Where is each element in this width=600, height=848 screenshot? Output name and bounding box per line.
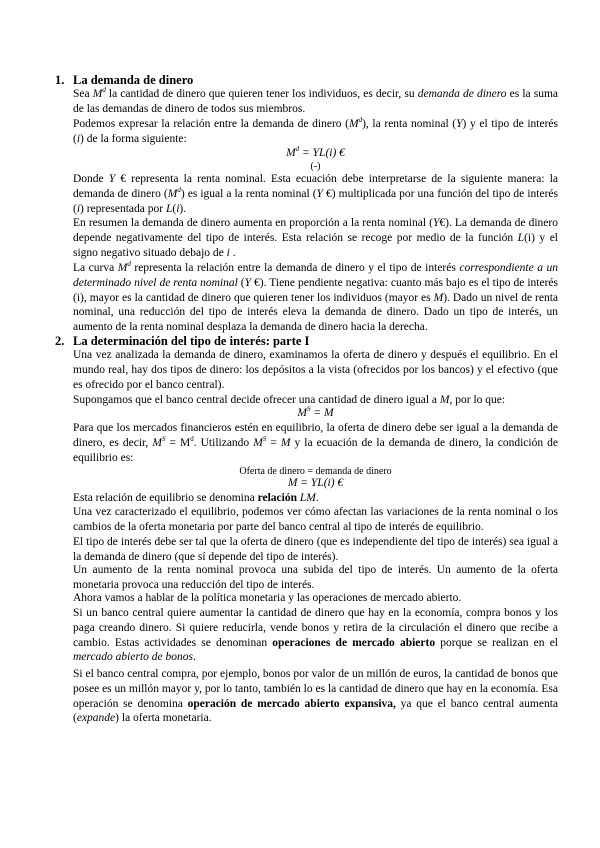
paragraph: En resumen la demanda de dinero aumenta en proporción a la renta nominal (Y€). La demanda de dinero depende negativamente del tipo de interés. Esta relación se recoge por medio de la función L(i) y el signo negativo situado debajo de i . xyxy=(73,217,558,259)
section-1-heading xyxy=(55,73,193,87)
section-number: 2. xyxy=(55,334,65,348)
section-number: 1. xyxy=(55,73,65,87)
paragraph: Un aumento de la renta nominal provoca una subida del tipo de interés. Un aumento de la oferta monetaria provoca una reducción del tipo de interés. xyxy=(73,564,558,591)
equation-lm: M = YL(i) € xyxy=(287,477,344,489)
section-title: La determinación del tipo de interés: parte I xyxy=(73,334,310,348)
equation-sign: (-) xyxy=(310,161,321,172)
paragraph: Podemos expresar la relación entre la demanda de dinero $(M^d)$, la renta nominal (Y) y el tipo de interés (i) de la forma siguiente: xyxy=(73,116,558,145)
paragraph: Si un banco central quiere aumentar la cantidad de dinero que hay en la economía, compra bonos y los paga creando dinero. Si quiere reducirla, vende bonos y retira de la circulación el dinero que recibe a cambio. Estas actividades se denominan operaciones de mercado abierto porque se realizan en el mercado abierto de bonos. xyxy=(73,607,558,664)
paragraph: Para que los mercados financieros estén en equilibrio, la oferta de dinero debe ser igual a la demanda de dinero, es decir, $M^S = M^d$. Utilizando $M^S = M$ y la ecuación de la demanda de dinero, la condición de equilibrio es: xyxy=(73,422,558,464)
paragraph: Supongamos que el banco central decide ofrecer una cantidad de dinero igual a M, por lo que: xyxy=(73,394,506,406)
equation-label: Oferta de dinero = demanda de dinero xyxy=(239,466,392,477)
section-title: La demanda de dinero xyxy=(73,73,194,87)
paragraph: Una vez analizada la demanda de dinero, examinamos la oferta de dinero y después el equilibrio. En el mundo real, hay dos tipos de dinero: los depósitos a la vista (ofrecidos por los bancos) y el efectivo (que es ofrecido por el banco central). xyxy=(73,349,558,391)
equation-money-demand: $M^d = YL(i)$ € xyxy=(286,145,345,159)
paragraph: Una vez caracterizado el equilibrio, podemos ver cómo afectan las variaciones de la renta nominal o los cambios de la oferta monetaria por parte del banco central al tipo de interés de equilibrio. xyxy=(73,506,558,533)
paragraph: Sea $M^d$ la cantidad de dinero que quieren tener los individuos, es decir, su demanda de dinero es la suma de las demandas de dinero de todos sus miembros. xyxy=(73,86,558,115)
paragraph: Donde Y € representa la renta nominal. Esta ecuación debe interpretarse de la siguiente manera: la demanda de dinero $(M^d)$ es igual a la renta nominal (Y €) multiplicada por una función del tipo de interés (i) representada por L(i). xyxy=(73,173,558,215)
paragraph: La curva $M^d$ representa la relación entre la demanda de dinero y el tipo de interés correspondiente a un determinado nivel de renta nominal (Y €). Tiene pendiente negativa: cuanto más bajo es el tipo de interés (i), mayor es la cantidad de dinero que quieren tener los individuos (mayor es M). Dado un nivel de renta nominal, una reducción del tipo de interés eleva la demanda de dinero. Dado un tipo de interés, un aumento de la renta nominal desplaza la demanda de dinero hacia la derecha. xyxy=(73,260,559,334)
paragraph: Si el banco central compra, por ejemplo, bonos por valor de un millón de euros, la cantidad de bonos que posee es un millón mayor y, por lo tanto, también lo es la cantidad de dinero que hay en la economía. Esa operación se denomina operación de mercado abierto expansiva, ya que el banco central aumenta (expande) la oferta monetaria. xyxy=(73,668,559,725)
equation-money-supply: $M^S = M$ xyxy=(297,405,334,419)
section-2-heading xyxy=(55,334,309,348)
paragraph: Esta relación de equilibrio se denomina relación LM. xyxy=(73,492,319,504)
paragraph: El tipo de interés debe ser tal que la oferta de dinero (que es independiente del tipo de interés) sea igual a la demanda de dinero (que sí depende del tipo de interés). xyxy=(73,536,558,563)
paragraph: Ahora vamos a hablar de la política monetaria y las operaciones de mercado abierto. xyxy=(73,592,462,604)
